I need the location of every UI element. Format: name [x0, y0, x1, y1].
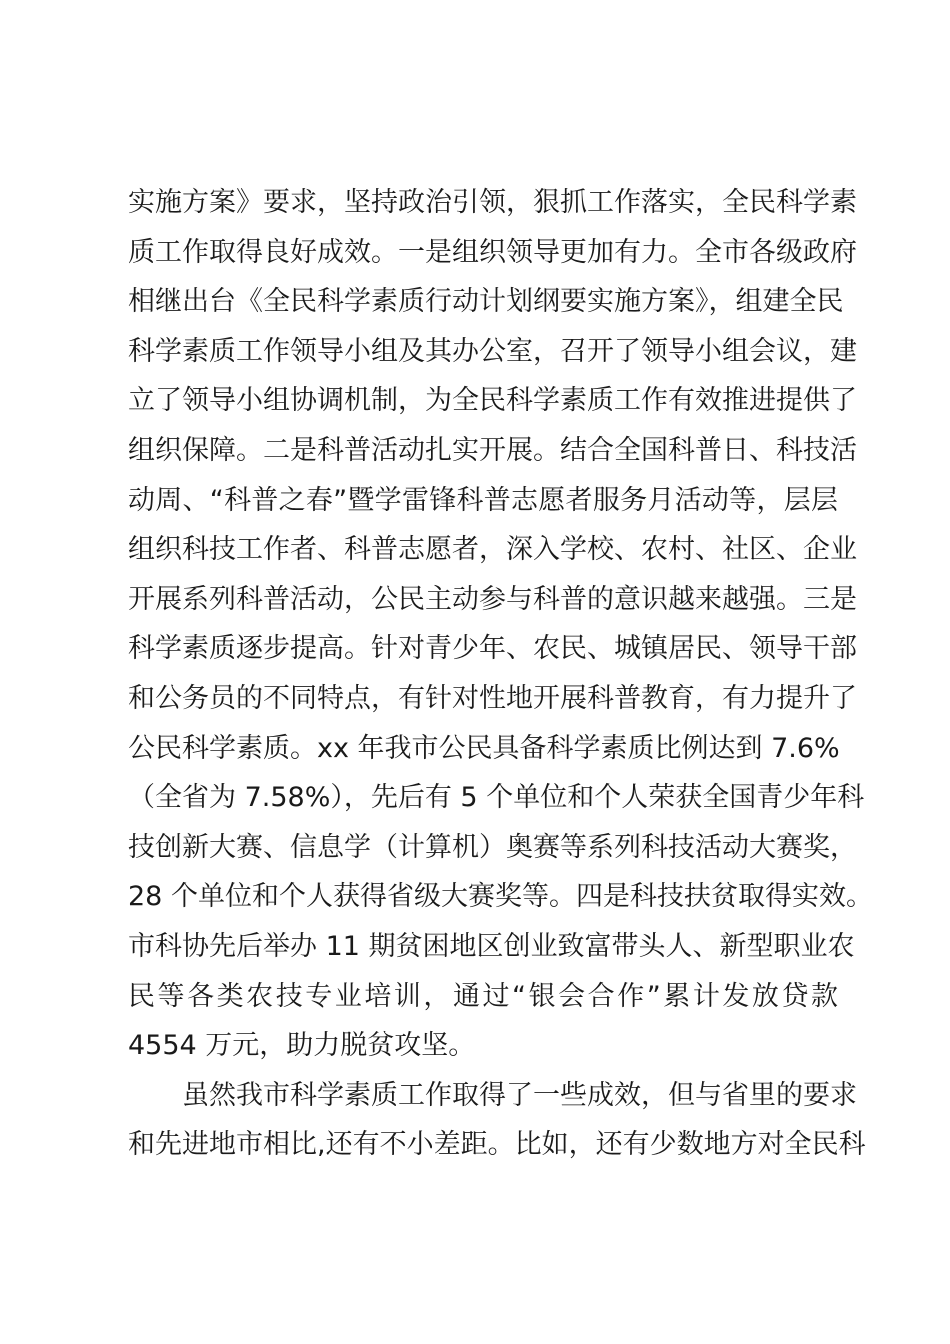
- paragraph-gaps: [128, 1071, 866, 1170]
- text-line: （全省为 7.58%），先后有 5 个单位和个人荣获全国青少年科: [128, 782, 865, 814]
- text-line: 科学素质工作领导小组及其办公室，召开了领导小组会议，建: [128, 335, 857, 367]
- text-line: 和公务员的不同特点，有针对性地开展科普教育，有力提升了: [128, 682, 857, 714]
- text-line: 质工作取得良好成效。一是组织领导更加有力。全市各级政府: [128, 236, 857, 268]
- text-line: 动周、“科普之春”暨学雷锋科普志愿者服务月活动等，层层: [128, 484, 838, 516]
- text-line: 和先进地市相比,还有不小差距。比如，还有少数地方对全民科: [128, 1129, 866, 1161]
- text-line: 开展系列科普活动，公民主动参与科普的意识越来越强。三是: [128, 583, 857, 615]
- text-line: 市科协先后举办 11 期贫困地区创业致富带头人、新型职业农: [128, 930, 855, 962]
- text-line: 组织保障。二是科普活动扎实开展。结合全国科普日、科技活: [128, 434, 857, 466]
- paragraph-achievements: [128, 178, 873, 1071]
- text-line: 相继出台《全民科学素质行动计划纲要实施方案》，组建全民: [128, 286, 844, 318]
- document-body: [128, 178, 873, 1170]
- text-line: 4554 万元，助力脱贫攻坚。: [128, 1030, 476, 1062]
- text-line: 民等各类农技专业培训，通过“银会合作”累计发放贷款: [128, 980, 838, 1012]
- text-line: 28 个单位和个人获得省级大赛奖等。四是科技扶贫取得实效。: [128, 881, 873, 913]
- text-line: 组织科技工作者、科普志愿者，深入学校、农村、社区、企业: [128, 534, 857, 566]
- text-line: 技创新大赛、信息学（计算机）奥赛等系列科技活动大赛奖，: [128, 831, 857, 863]
- text-line: 科学素质逐步提高。针对青少年、农民、城镇居民、领导干部: [128, 633, 857, 665]
- text-line: 虽然我市科学素质工作取得了一些成效，但与省里的要求: [182, 1079, 857, 1111]
- text-line: 立了领导小组协调机制，为全民科学素质工作有效推进提供了: [128, 385, 857, 417]
- text-line: 实施方案》要求，坚持政治引领，狠抓工作落实，全民科学素: [128, 187, 857, 218]
- text-line: 公民科学素质。xx 年我市公民具备科学素质比例达到 7.6%: [128, 732, 840, 764]
